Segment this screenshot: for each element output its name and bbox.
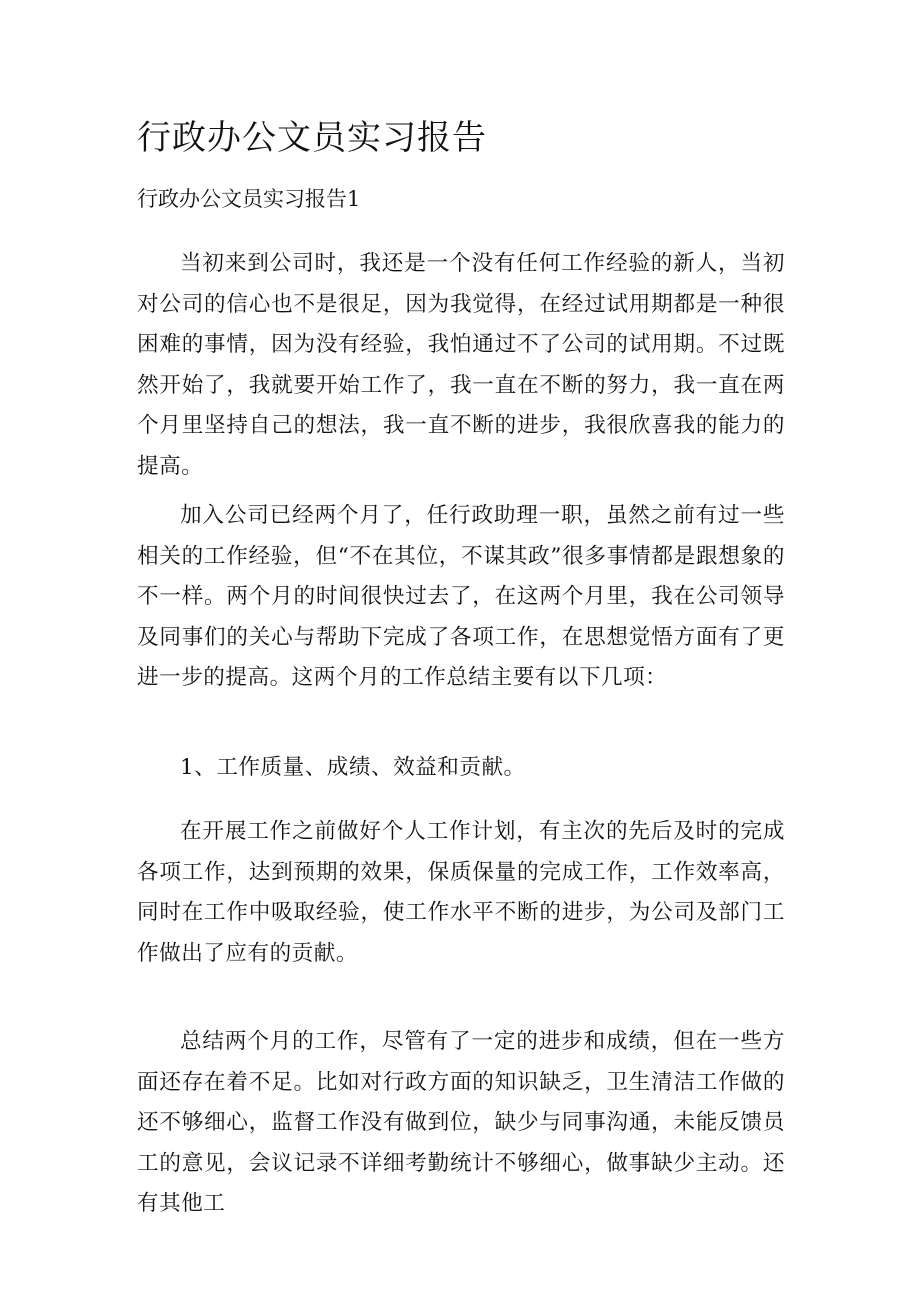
document-subtitle: 行政办公文员实习报告1 (137, 187, 361, 211)
paragraph-intro: 当初来到公司时，我还是一个没有任何工作经验的新人，当初对公司的信心也不是很足，因为我觉得，在经过试用期都是一种很困难的事情，因为没有经验，我怕通过不了公司的试用期。不过既然开始了，我就要开始工作了，我一直在不断的努力，我一直在两个月里坚持自己的想法，我一直不断的进步，我很欣喜我的能力的提高。 (137, 251, 785, 479)
section-heading: 1、工作质量、成绩、效益和贡献。 (180, 755, 526, 780)
document-title: 行政办公文员实习报告 (137, 118, 487, 158)
paragraph-work-quality: 在开展工作之前做好个人工作计划，有主次的先后及时的完成各项工作，达到预期的效果，保质保量的完成工作，工作效率高，同时在工作中吸取经验，使工作水平不断的进步，为公司及部门工作做出了应有的贡献。 (137, 819, 785, 966)
paragraph-shortcomings: 总结两个月的工作，尽管有了一定的进步和成绩，但在一些方面还存在着不足。比如对行政方面的知识缺乏，卫生清洁工作做的还不够细心，监督工作没有做到位，缺少与同事沟通，未能反馈员工的意见，会议记录不详细考勤统计不够细心，做事缺少主动。还有其他工 (137, 1029, 785, 1216)
paragraph-overview: 加入公司已经两个月了，任行政助理一职，虽然之前有过一些相关的工作经验，但“不在其位，不谋其政”很多事情都是跟想象的不一样。两个月的时间很快过去了，在这两个月里，我在公司领导及同事们的关心与帮助下完成了各项工作，在思想觉悟方面有了更进一步的提高。这两个月的工作总结主要有以下几项： (137, 503, 785, 690)
